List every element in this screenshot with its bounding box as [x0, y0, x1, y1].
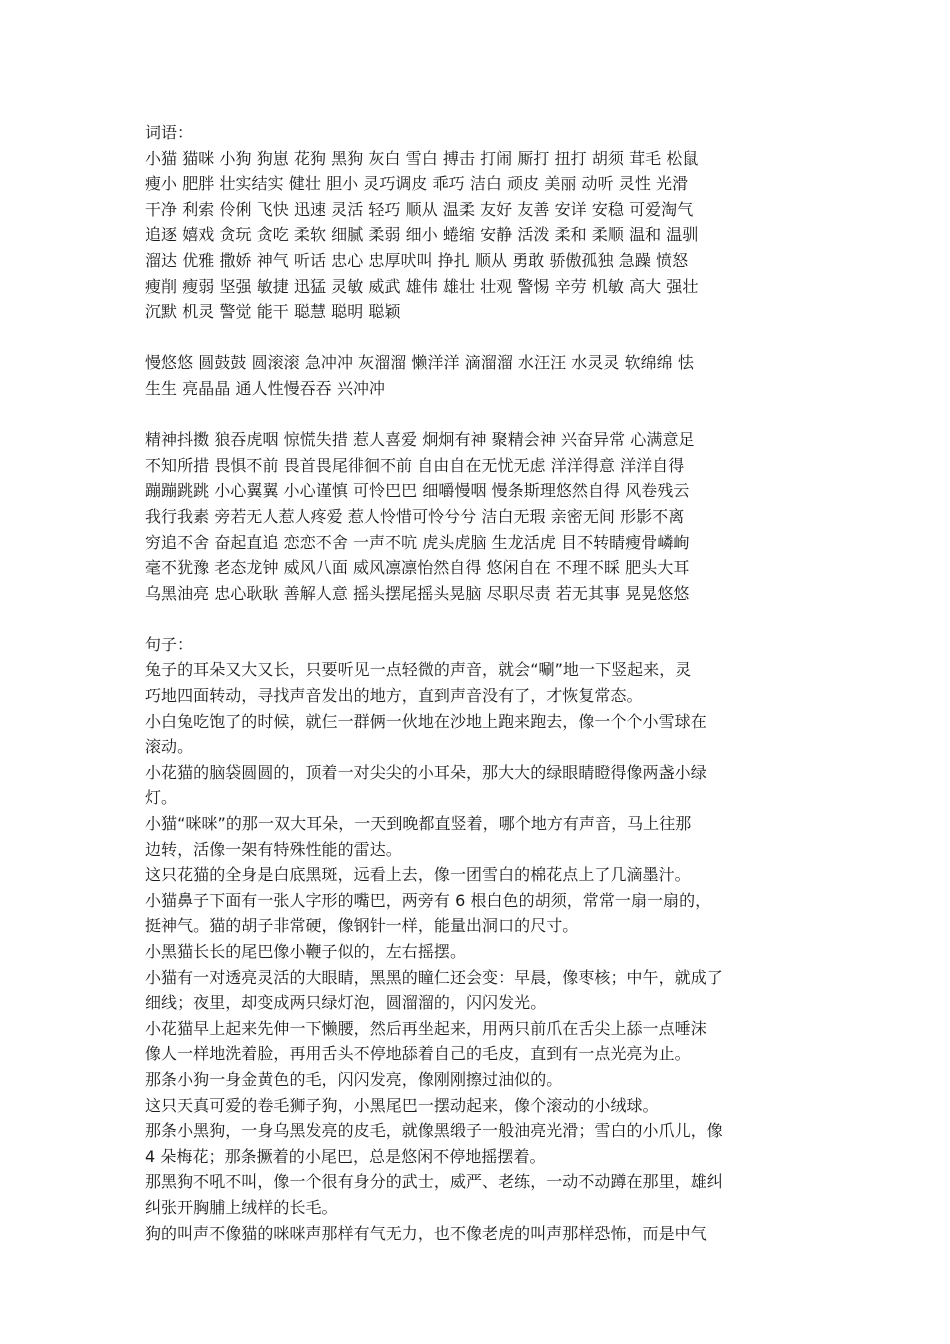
- sentence-line: 挺神气。猫的胡子非常硬，像钢针一样，能量出洞口的尺寸。: [145, 916, 579, 936]
- vocab-idiom-line: 蹦蹦跳跳 小心翼翼 小心谨慎 可怜巴巴 细嚼慢咽 慢条斯理悠然自得 风卷残云: [145, 481, 690, 501]
- vocab-idiom-line: 不知所措 畏惧不前 畏首畏尾徘徊不前 自由自在无忧无虑 洋洋得意 洋洋自得: [145, 455, 685, 475]
- sentence-line: 小黑猫长长的尾巴像小鞭子似的，左右摇摆。: [145, 942, 467, 961]
- sentence-line: 滚动。: [145, 737, 194, 757]
- vocab-abb-block: [145, 350, 815, 401]
- sentence-line: 这只天真可爱的卷毛狮子狗，小黑尾巴一摆动起来，像个滚动的小绒球。: [145, 1095, 659, 1115]
- sentence-line: 那条小狗一身金黄色的毛，闪闪发亮，像刚刚擦过油似的。: [145, 1069, 563, 1089]
- vocab-words-line: 小猫 猫咪 小狗 狗崽 花狗 黑狗 灰白 雪白 搏击 打闹 厮打 扭打 胡须 茸毛 松鼠: [145, 148, 699, 168]
- paragraph-gap: [145, 402, 815, 428]
- sentence-line: 像人一样地洗着脸，再用舌头不停地舔着自己的毛皮，直到有一点光亮为止。: [145, 1044, 691, 1064]
- sentence-line: 小白兔吃饱了的时候，就仨一群俩一伙地在沙地上跑来跑去，像一个个小雪球在: [145, 711, 707, 731]
- paragraph-gap: [145, 325, 815, 351]
- sentence-line: 细线；夜里，却变成两只绿灯泡，圆溜溜的，闪闪发光。: [145, 993, 547, 1013]
- vocab-idiom-block: [145, 427, 815, 606]
- document-page: [145, 120, 815, 1246]
- sentence-line: 狗的叫声不像猫的咪咪声那样有气无力，也不像老虎的叫声那样恐怖，而是中气: [145, 1223, 707, 1243]
- sentence-block: [145, 657, 815, 1246]
- sentence-line: 那条小黑狗，一身乌黑发亮的皮毛，就像黑缎子一般油亮光滑；雪白的小爪儿，像: [145, 1121, 723, 1141]
- sentence-line: 小猫鼻子下面有一张人字形的嘴巴，两旁有 6 根白色的胡须，常常一扇一扇的，: [145, 890, 712, 910]
- vocab-words-line: 溜达 优雅 撒娇 神气 听话 忠心 忠厚吠叫 挣扎 顺从 勇敢 骄傲孤独 急躁 愤怒: [145, 250, 689, 270]
- sentence-line: 巧地四面转动，寻找声音发出的地方，直到声音没有了，才恢复常态。: [145, 686, 643, 706]
- sentence-line: 这只花猫的全身是白底黑斑，远看上去，像一团雪白的棉花点上了几滴墨汁。: [145, 865, 691, 885]
- paragraph-gap: [145, 606, 815, 632]
- vocab-words-line: 瘦削 瘦弱 坚强 敏捷 迅猛 灵敏 威武 雄伟 雄壮 壮观 警惕 辛劳 机敏 高大 强壮: [145, 276, 699, 296]
- vocab-idiom-line: 我行我素 旁若无人惹人疼爱 惹人怜惜可怜兮兮 洁白无瑕 亲密无间 形影不离: [145, 506, 685, 526]
- vocab-idiom-line: 穷追不舍 奋起直追 恋恋不舍 一声不吭 虎头虎脑 生龙活虎 目不转睛瘦骨嶙峋: [145, 532, 690, 552]
- sentence-line: 小猫有一对透亮灵活的大眼睛，黑黑的瞳仁还会变：早晨，像枣核；中午，就成了: [145, 967, 723, 987]
- sentence-line: 纠张开胸脯上绒样的长毛。: [145, 1197, 338, 1217]
- vocab-idiom-line: 精神抖擞 狼吞虎咽 惊慌失措 惹人喜爱 炯炯有神 聚精会神 兴奋异常 心满意足: [145, 430, 695, 450]
- vocab-words-line: 追逐 嬉戏 贪玩 贪吃 柔软 细腻 柔弱 细小 蜷缩 安静 活泼 柔和 柔顺 温和 温驯: [145, 225, 699, 245]
- sentence-line: 那黑狗不吼不叫，像一个很有身分的武士，威严、老练，一动不动蹲在那里，雄纠: [145, 1172, 723, 1192]
- sentence-line: 小花猫早上起来先伸一下懒腰，然后再坐起来，用两只前爪在舌尖上舔一点唾沫: [145, 1018, 707, 1038]
- sentence-heading: 句子：: [145, 634, 194, 654]
- vocab-idiom-line: 毫不犹豫 老态龙钟 威风八面 威风凛凛怡然自得 悠闲自在 不理不睬 肥头大耳: [145, 558, 690, 578]
- sentence-line: 灯。: [145, 788, 178, 808]
- sentence-line: 4 朵梅花；那条撅着的小尾巴，总是悠闲不停地摇摆着。: [145, 1146, 546, 1166]
- sentence-line: 小猫“咪咪”的那一双大耳朵，一天到晚都直竖着，哪个地方有声音，马上往那: [145, 814, 692, 834]
- vocab-words-block: [145, 146, 815, 325]
- vocab-words-line: 干净 利索 伶俐 飞快 迅速 灵活 轻巧 顺从 温柔 友好 友善 安详 安稳 可爱淘气: [145, 199, 694, 219]
- vocab-words-line: 瘦小 肥胖 壮实结实 健壮 胆小 灵巧调皮 乖巧 洁白 顽皮 美丽 动听 灵性 光滑: [145, 174, 689, 194]
- sentence-line: 边转，活像一架有特殊性能的雷达。: [145, 839, 402, 859]
- sentence-line: 小花猫的脑袋圆圆的，顶着一对尖尖的小耳朵，那大大的绿眼睛瞪得像两盏小绿: [145, 762, 707, 782]
- vocab-idiom-line: 乌黑油亮 忠心耿耿 善解人意 摇头摆尾摇头晃脑 尽职尽责 若无其事 晃晃悠悠: [145, 583, 690, 603]
- vocab-abb-line: 生生 亮晶晶 通人性慢吞吞 兴冲冲: [145, 378, 386, 398]
- vocab-abb-line: 慢悠悠 圆鼓鼓 圆滚滚 急冲冲 灰溜溜 懒洋洋 滴溜溜 水汪汪 水灵灵 软绵绵 怯: [145, 353, 694, 373]
- sentence-line: 兔子的耳朵又大又长，只要听见一点轻微的声音，就会“唰”地一下竖起来，灵: [145, 660, 692, 680]
- vocab-heading: 词语：: [145, 123, 194, 142]
- vocab-words-line: 沉默 机灵 警觉 能干 聪慧 聪明 聪颖: [145, 302, 401, 322]
